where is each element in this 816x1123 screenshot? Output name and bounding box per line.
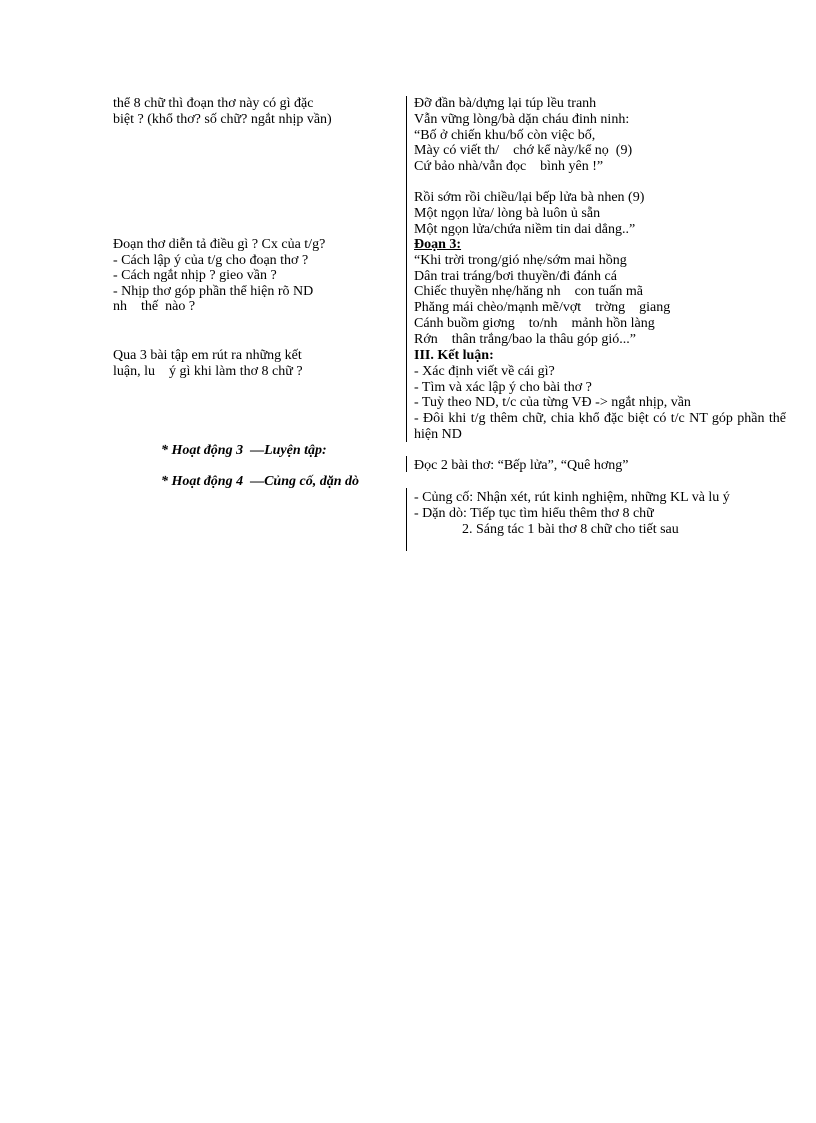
poem-line: “Bố ở chiến khu/bố còn việc bố, xyxy=(414,127,596,143)
poem-excerpt-2b xyxy=(414,190,794,237)
question-line: nh thế nào ? xyxy=(113,299,196,314)
poem-line: Một ngọn lửa/ lòng bà luôn ủ sẵn xyxy=(414,205,601,221)
conclusion-item: - Đôi khi t/g thêm chữ, chia khổ đặc biệt có t/c NT góp phần thể hiện ND xyxy=(414,411,786,442)
poem-line: Dân trai tráng/bơi thuyền/đi đánh cá xyxy=(414,268,617,284)
poem-line: Mày có viết th/ chớ kể này/kể nọ (9) xyxy=(414,143,633,159)
question-block-2 xyxy=(113,237,398,315)
column-divider-middle xyxy=(406,456,407,472)
question-line: - Cách lập ý của t/g cho đoạn thơ ? xyxy=(113,252,309,268)
conclusion-item: - Tìm và xác lập ý cho bài thơ ? xyxy=(414,379,592,395)
poem-line: Rồi sớm rồi chiều/lại bếp lửa bà nhen (9) xyxy=(414,190,645,205)
question-line: thể 8 chữ thì đoạn thơ này có gì đặc xyxy=(113,96,314,111)
activity-4-content xyxy=(414,490,786,537)
question-line: - Cách ngắt nhịp ? gieo vần ? xyxy=(113,268,277,283)
conclusion-title: III. Kết luận: xyxy=(414,348,494,363)
activity-3-content xyxy=(414,458,794,474)
activity-4-homework: - Dặn dò: Tiếp tục tìm hiểu thêm thơ 8 chữ xyxy=(414,505,654,521)
poem-excerpt-2 xyxy=(414,96,794,175)
conclusion-section xyxy=(414,348,786,443)
poem-line: Rớn thân trắng/bao la thâu góp gió...” xyxy=(414,331,637,347)
poem-line: Cứ bảo nhà/vẫn đọc bình yên !” xyxy=(414,159,604,175)
activity-4-heading: * Hoạt động 4 —Củng cố, dặn dò xyxy=(161,474,359,489)
poem-line: “Khi trời trong/gió nhẹ/sớm mai hồng xyxy=(414,252,627,268)
column-divider-top xyxy=(406,96,407,442)
poem-line: Vẫn vững lòng/bà dặn cháu đinh ninh: xyxy=(414,111,630,127)
poem-line: Phăng mái chèo/mạnh mẽ/vợt trờng giang xyxy=(414,300,671,316)
activity-3-heading: * Hoạt động 3 —Luyện tập: xyxy=(161,443,327,458)
section-3-title: Đoạn 3: xyxy=(414,237,462,252)
column-divider-bottom xyxy=(406,488,407,551)
poem-line: Một ngọn lửa/chứa niềm tin dai dẳng..” xyxy=(414,221,636,237)
question-line: Đoạn thơ diễn tả điều gì ? Cx của t/g? xyxy=(113,237,326,252)
poem-excerpt-3 xyxy=(414,237,794,348)
question-line: Qua 3 bài tập em rút ra những kết xyxy=(113,348,302,363)
conclusion-item: - Tuỳ theo ND, t/c của từng VĐ -> ngắt nhịp, vần xyxy=(414,395,691,411)
question-block-3 xyxy=(113,348,398,379)
activity-4-review: - Củng cố: Nhận xét, rút kinh nghiệm, những KL và lu ý xyxy=(414,490,730,505)
activity-3-text: Đọc 2 bài thơ: “Bếp lửa”, “Quê hơng” xyxy=(414,458,629,473)
poem-line: Chiếc thuyền nhẹ/hăng nh con tuấn mã xyxy=(414,284,643,300)
question-line: biệt ? (khổ thơ? số chữ? ngắt nhịp vần) xyxy=(113,111,332,127)
question-line: - Nhịp thơ góp phần thể hiện rõ ND xyxy=(113,283,314,299)
question-line: luận, lu ý gì khi làm thơ 8 chữ ? xyxy=(113,363,303,379)
question-block-1 xyxy=(113,96,398,127)
activity-4-task: 2. Sáng tác 1 bài thơ 8 chữ cho tiết sau xyxy=(462,521,679,537)
poem-line: Đỡ đần bà/dựng lại túp lều tranh xyxy=(414,96,597,111)
poem-line: Cánh buồm giơng to/nh mảnh hồn làng xyxy=(414,315,655,331)
conclusion-item: - Xác định viết về cái gì? xyxy=(414,363,555,379)
